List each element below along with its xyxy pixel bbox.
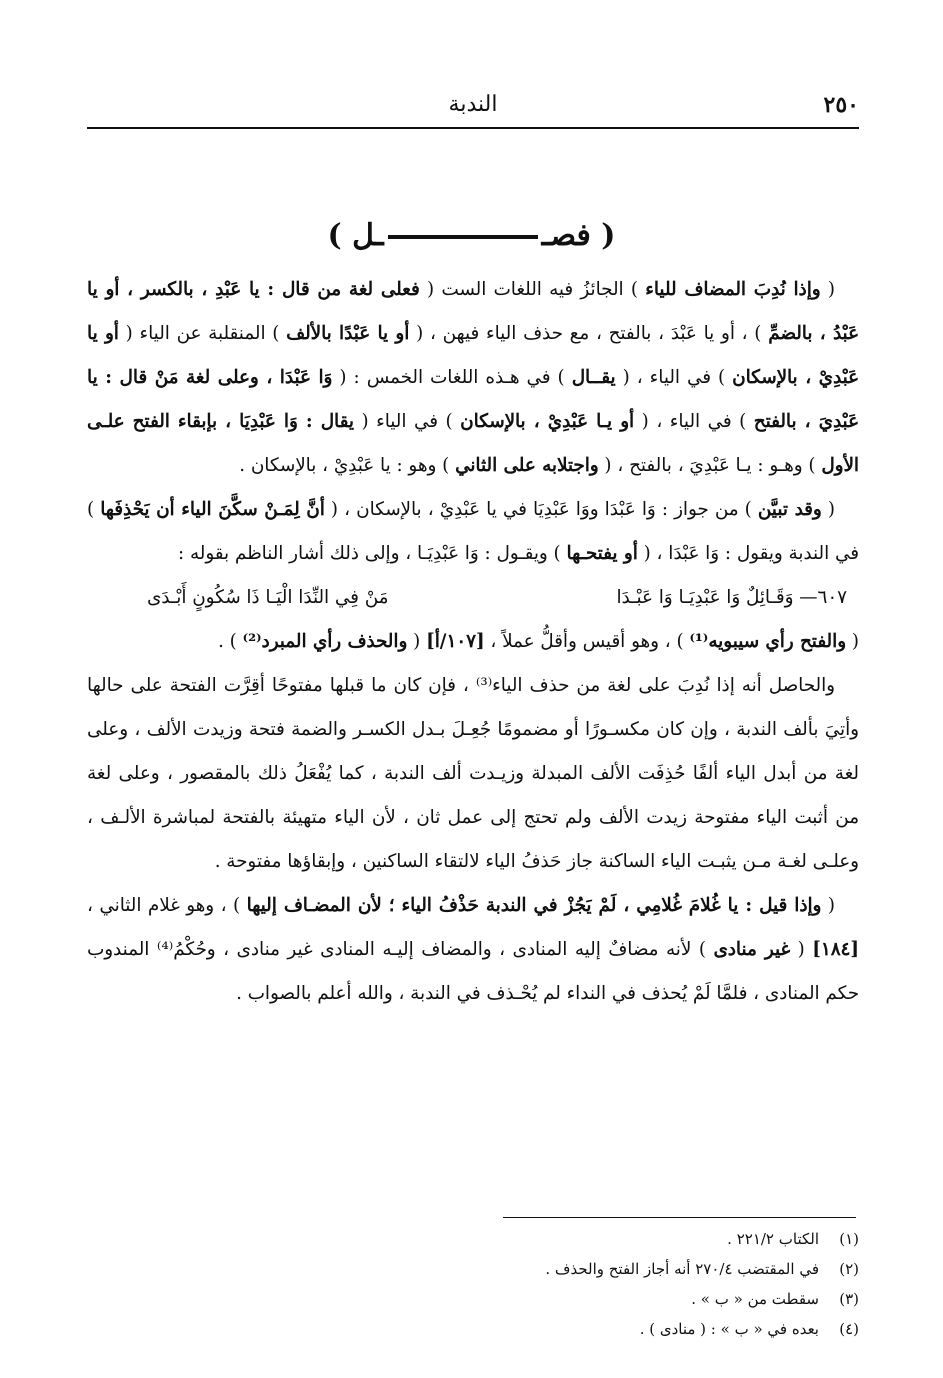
- paragraph-group-2: [87, 620, 859, 1016]
- commentary-text: ) من جواز : وَا عَبْدَا ووَا عَبْدِيَا في يا عَبْدِيْ ، بالإسكان ، (: [324, 499, 758, 520]
- bold-matn-text: أو يـا عَبْدِيْ ، بالإسكان: [460, 411, 635, 432]
- footnote-number: (٤): [839, 1320, 859, 1338]
- bold-matn-text: واجتلابه على الثاني: [455, 455, 599, 476]
- header-rule: [87, 127, 859, 129]
- verse-number: ٦٠٧: [817, 587, 847, 608]
- bold-matn-text: أو يفتحـها: [566, 543, 638, 564]
- commentary-text: (: [820, 279, 835, 300]
- commentary-text: ) الجائزُ فيه اللغات الست (: [419, 279, 646, 300]
- commentary-text: ) في الياء ، (: [615, 367, 733, 388]
- paragraph-group-1: [87, 268, 859, 576]
- paragraph-p5: [87, 884, 859, 1016]
- commentary-text: ) ، وهو غلام الثاني ،: [87, 895, 247, 916]
- paragraph-p1: [87, 268, 859, 488]
- section-title-word-end: ـل: [352, 218, 384, 253]
- footnote-text: سقطت من « ب » .: [691, 1290, 819, 1308]
- bold-matn-text: [١٨٤]: [812, 939, 860, 960]
- verse-first-half: ٦٠٧— وَقَـائِلٌ وَا عَبْدِيَـا وَا عَبْـدَا: [616, 587, 847, 608]
- footnote-number: (١): [839, 1230, 859, 1248]
- footnote: [87, 1314, 859, 1344]
- footnote-text: الكتاب ٢٢١/٢ .: [727, 1230, 819, 1248]
- footnote: [87, 1224, 859, 1254]
- commentary-text: ) ، وهو أقيس وأقلُّ عملاً ،: [484, 631, 690, 652]
- section-title-open: (: [601, 218, 616, 253]
- bold-matn-text: وقد تبيَّن: [757, 499, 822, 520]
- bold-matn-text: وإذا قيل : يا غُلامَ غُلامِي ، لَمْ يَجُزْ في الندبة حَذْفُ الياء ؛ لأن المضـاف إليها: [246, 895, 822, 916]
- bold-matn-text: والفتح رأي سيبويه⁽¹⁾: [689, 631, 847, 652]
- bold-matn-text: يقال : وَا عَبْدِيَا ، بإبقاء الفتح علـى الأول: [87, 411, 859, 476]
- footnote-number: (٣): [839, 1290, 859, 1308]
- bold-matn-text: يقــال: [571, 367, 616, 388]
- commentary-text: ) في الياء ، (: [634, 411, 754, 432]
- commentary-text: ) ، أو يا عَبْدَ ، بالفتح ، مع حذف الياء فيهن ، (: [409, 323, 769, 344]
- footnote-text: في المقتضب ٢٧٠/٤ أنه أجاز الفتح والحذف .: [545, 1260, 819, 1278]
- commentary-text: ) في الندبة ويقول : وَا عَبْدَا ، (: [87, 499, 859, 564]
- kashida-bar: [388, 235, 538, 239]
- footnote-number: (٢): [839, 1260, 859, 1278]
- section-title-close: ): [327, 218, 342, 253]
- commentary-text: (: [790, 939, 813, 960]
- commentary-text: (: [821, 895, 835, 916]
- footnote: [87, 1284, 859, 1314]
- commentary-text: والحاصل أنه إذا نُدِبَ على لغة من حذف الياء⁽³⁾ ، فإن كان ما قبلها مفتوحًا أقِرَّت الفتحة على حالها وأتِيَ بألف الندبة ، وإن كان مكسـورًا أو مضمومًا جُعِـلَ بـدل الكسـر والضمة فتحة وزيدت الألف ، وعلى لغة من أبدل الياء ألفًا حُذِفَت الألف المبدلة وزيـدت ألف الندبة ، كما يُفْعَلُ ذلك بالمقصور ، وعلى لغة من أثبت الياء مفتوحة زيدت الألف ولم تحتج إلى عمل ثان ، لأن الياء متهيئة بالفتحة لمباشرة الألـف ، وعلـى لغـة مـن يثبـت الياء الساكنة جاز حَذفُ الياء لالتقاء الساكنين ، وإبقاؤها مفتوحة .: [87, 675, 859, 872]
- footnote: [87, 1254, 859, 1284]
- bold-matn-text: أو يا عَبْدًا بالألف: [286, 323, 410, 344]
- footnotes: [87, 1224, 859, 1344]
- commentary-text: ) .: [218, 631, 243, 652]
- page-number: ٢٥٠: [823, 92, 859, 118]
- paragraph-p4: [87, 664, 859, 884]
- bold-matn-text: غير منادى: [713, 939, 791, 960]
- verse-hemistich-2: مَنْ فِي النِّدَا الْيَـا ذَا سُكُونٍ أَبْـدَى: [147, 587, 389, 608]
- commentary-text: ) في هـذه اللغات الخمس : (: [332, 367, 572, 388]
- footnote-rule: [503, 1217, 856, 1218]
- paragraph-p3: [87, 620, 859, 664]
- section-title-word-start: فصـ: [541, 218, 591, 253]
- footnote-text: بعده في « ب » : ( منادى ) .: [639, 1320, 819, 1338]
- bold-matn-text: وإذا نُدِبَ المضاف للياء: [645, 279, 821, 300]
- commentary-text: ) لأنه مضافٌ إليه المنادى ، والمضاف إليـه المنادى غير منادى ، وحُكْمُ⁽⁴⁾ المندوب حكم المنادى ، فلمَّا لَمْ يُحذف في النداء لم يُحْـذف في الندبة ، والله أعلم بالصواب .: [87, 939, 859, 1004]
- running-title: الندبة: [448, 92, 498, 117]
- commentary-text: (: [407, 631, 427, 652]
- bold-matn-text: [١٠٧/أ]: [426, 631, 485, 652]
- bold-matn-text: أنَّ لِمَـنْ سكَّنَ الياء أن يَحْذِفَها: [100, 499, 325, 520]
- page-header: [87, 92, 859, 128]
- verse-hemistich-1: وَقَـائِلٌ وَا عَبْدِيَـا وَا عَبْـدَا: [616, 587, 794, 608]
- commentary-text: ) ويقـول : وَا عَبْدِيَـا ، وإلى ذلك أشار الناظم بقوله :: [177, 543, 567, 564]
- bold-matn-text: أو يا عَبْدِيْ ، بالإسكان: [87, 323, 860, 388]
- bold-matn-text: وَا عَبْدَا ، وعلى لغة مَنْ قال : يا عَبْدِيَ ، بالفتح: [87, 367, 859, 432]
- bold-matn-text: فعلى لغة من قال : يا عَبْدِ ، بالكسر ، أو يا عَبْدُ ، بالضمِّ: [87, 279, 859, 344]
- commentary-text: ) في الياء (: [353, 411, 461, 432]
- commentary-text: ) وهـو : يـا عَبْدِيَ ، بالفتح ، (: [598, 455, 822, 476]
- commentary-text: ) وهو : يا عَبْدِيْ ، بالإسكان .: [239, 455, 456, 476]
- body-text: [87, 268, 859, 1016]
- verse-line: [147, 576, 847, 620]
- commentary-text: ) المنقلبة عن الياء (: [118, 323, 287, 344]
- commentary-text: (: [821, 499, 835, 520]
- bold-matn-text: والحذف رأي المبرد⁽²⁾: [242, 631, 408, 652]
- commentary-text: (: [846, 631, 859, 652]
- paragraph-p2: [87, 488, 859, 576]
- section-title: [0, 218, 943, 253]
